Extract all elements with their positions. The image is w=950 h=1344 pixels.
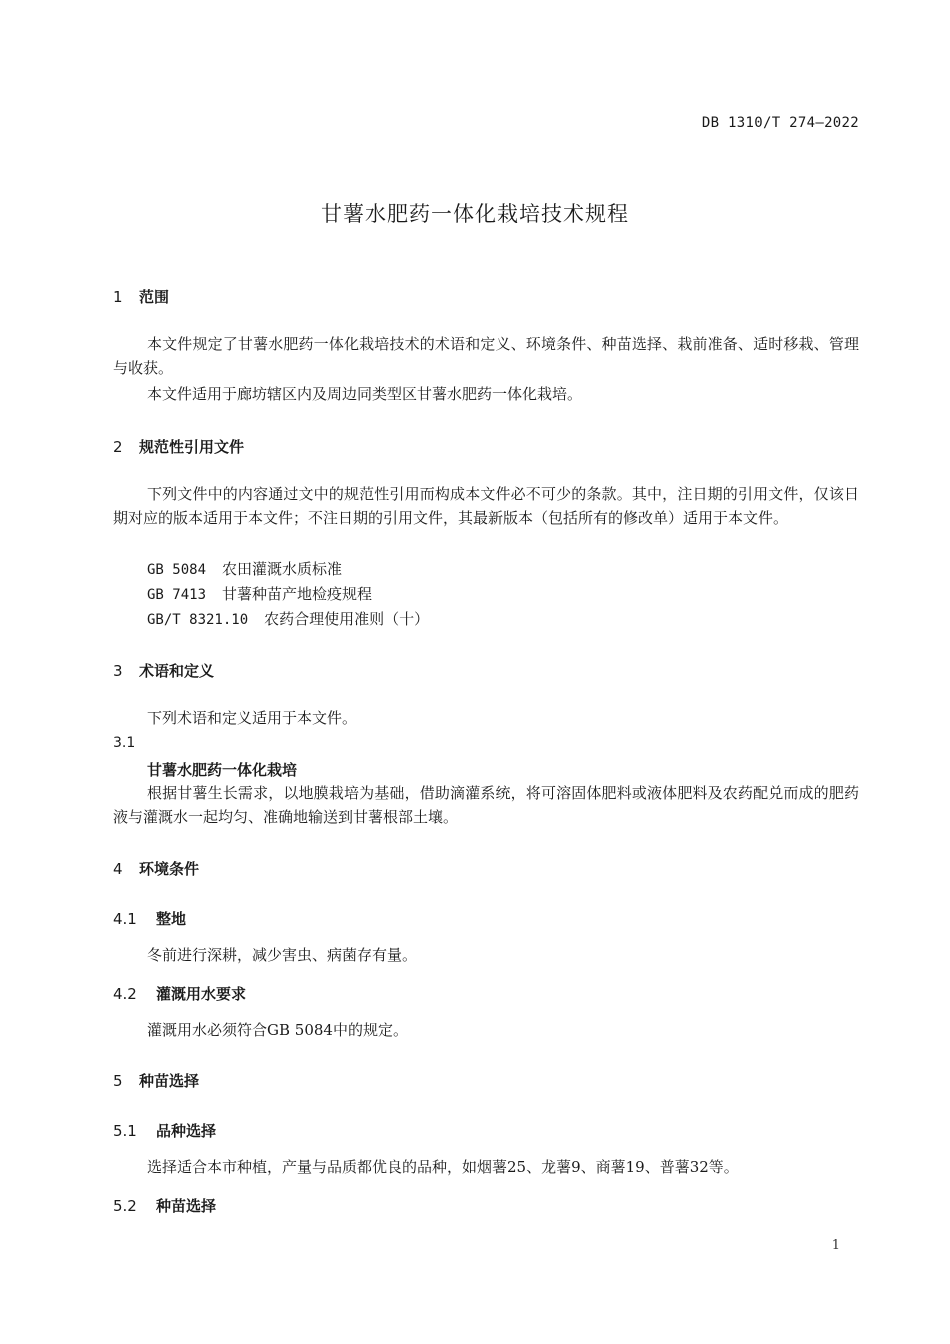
section-2-paragraph-1: 下列文件中的内容通过文中的规范性引用而构成本文件必不可少的条款。其中，注日期的引用文件，仅该日期对应的版本适用于本文件；不注日期的引用文件，其最新版本（包括所有的修改单）适用于本文件。 (113, 485, 859, 527)
section-title: 规范性引用文件 (139, 438, 245, 456)
section-1-heading (113, 286, 169, 307)
reference-item (147, 583, 372, 604)
page-number: 1 (831, 1238, 840, 1253)
section-5-heading (113, 1070, 199, 1091)
section-2-heading (113, 436, 244, 457)
subsection-number: 4.1 (113, 910, 137, 928)
reference-name: 农田灌溉水质标准 (222, 560, 343, 578)
section-number: 4 (113, 860, 123, 878)
document-title: 甘薯水肥药一体化栽培技术规程 (321, 202, 629, 226)
subsection-title: 品种选择 (156, 1122, 217, 1140)
reference-name: 甘薯种苗产地检疫规程 (222, 585, 373, 603)
reference-code: GB/T 8321.10 (147, 612, 249, 628)
section-1-paragraph-1: 本文件规定了甘薯水肥药一体化栽培技术的术语和定义、环境条件、种苗选择、栽前准备、适时移栽、管理与收获。 (113, 335, 859, 377)
section-number: 1 (113, 288, 123, 306)
subsection-5-2-heading (113, 1195, 216, 1216)
subsection-number: 4.2 (113, 985, 137, 1003)
subsection-4-1-heading (113, 908, 186, 929)
term-definition: 根据甘薯生长需求，以地膜栽培为基础，借助滴灌系统，将可溶固体肥料或液体肥料及农药配兑而成的肥药液与灌溉水一起均匀、准确地输送到甘薯根部土壤。 (113, 784, 859, 826)
section-1-paragraph-2: 本文件适用于廊坊辖区内及周边同类型区甘薯水肥药一体化栽培。 (147, 385, 583, 403)
subsection-5-1-heading (113, 1120, 216, 1141)
section-title: 环境条件 (139, 860, 200, 878)
subsection-5-1-text: 选择适合本市种植，产量与品质都优良的品种，如烟薯25、龙薯9、商薯19、普薯32等。 (147, 1158, 739, 1176)
standard-code: DB 1310/T 274—2022 (701, 115, 859, 131)
reference-item (147, 608, 429, 629)
reference-name: 农药合理使用准则（十） (264, 610, 430, 628)
subsection-title: 灌溉用水要求 (156, 985, 247, 1003)
term-number: 3.1 (113, 735, 136, 751)
reference-item (147, 558, 342, 579)
subsection-4-2-text: 灌溉用水必须符合GB 5084中的规定。 (147, 1021, 408, 1039)
section-number: 3 (113, 662, 123, 680)
term-name: 甘薯水肥药一体化栽培 (147, 761, 298, 779)
section-3-paragraph-1: 下列术语和定义适用于本文件。 (147, 709, 358, 727)
subsection-number: 5.2 (113, 1197, 137, 1215)
reference-code: GB 7413 (147, 587, 207, 603)
subsection-title: 整地 (156, 910, 187, 928)
subsection-number: 5.1 (113, 1122, 137, 1140)
section-title: 范围 (139, 288, 170, 306)
subsection-title: 种苗选择 (156, 1197, 217, 1215)
section-title: 术语和定义 (139, 662, 215, 680)
subsection-4-2-heading (113, 983, 246, 1004)
subsection-4-1-text: 冬前进行深耕，减少害虫、病菌存有量。 (147, 946, 418, 964)
reference-code: GB 5084 (147, 562, 207, 578)
section-3-heading (113, 660, 214, 681)
section-title: 种苗选择 (139, 1072, 200, 1090)
section-number: 2 (113, 438, 123, 456)
section-4-heading (113, 858, 199, 879)
section-number: 5 (113, 1072, 123, 1090)
